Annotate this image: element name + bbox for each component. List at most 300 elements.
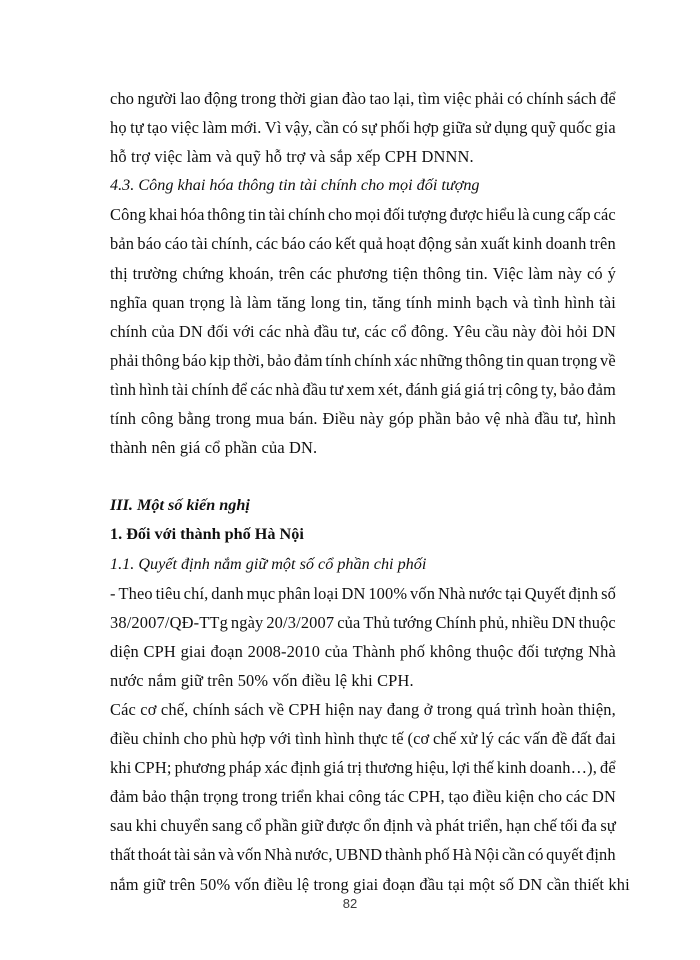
word: hình: [324, 729, 355, 749]
word: tài: [191, 234, 209, 254]
word: DN: [591, 321, 616, 341]
word: nước: [468, 583, 503, 603]
text-line: [110, 579, 616, 608]
word: của: [324, 641, 348, 661]
text-line: [110, 782, 616, 811]
word: tin: [248, 205, 266, 225]
word: quả: [358, 234, 384, 254]
word: đào: [341, 89, 367, 108]
word: Nhà: [264, 845, 293, 865]
word: triển,: [467, 816, 503, 836]
word: Việc: [492, 263, 524, 283]
word: thuộc: [476, 641, 514, 661]
word: khai: [315, 787, 345, 807]
text-line: [110, 84, 616, 113]
word: kinh: [512, 234, 543, 254]
word: trọng: [202, 787, 239, 807]
word: khi: [110, 758, 132, 778]
text-line: [110, 840, 616, 869]
text-line: [110, 317, 616, 346]
section-heading: 1.1. Quyết định nắm giữ một số cổ phần chi phối: [110, 554, 427, 573]
word: tính: [325, 350, 352, 370]
word: Vì: [264, 118, 282, 138]
word: cần: [501, 845, 526, 865]
word: thuộc: [578, 612, 616, 632]
word: định: [585, 845, 616, 865]
word: Nhà: [437, 583, 466, 603]
word: thông: [465, 350, 504, 370]
word: tối: [560, 816, 578, 836]
word: đề: [551, 729, 568, 749]
word: bạch: [476, 292, 508, 312]
word: tìm: [417, 89, 441, 108]
word: phân: [278, 583, 311, 603]
word: xem: [346, 379, 375, 399]
word: trong: [240, 89, 277, 108]
word: họ: [110, 118, 127, 138]
word: tại: [505, 583, 522, 603]
word: tài: [268, 205, 286, 225]
word: báo: [281, 234, 306, 254]
word: hiểu: [486, 205, 515, 225]
word: chính: [192, 699, 230, 719]
word: đoạn: [210, 641, 243, 661]
word: được: [326, 816, 361, 836]
word: hỏi: [566, 321, 588, 341]
word: tao: [369, 89, 390, 108]
word: trong: [436, 699, 473, 719]
word: phải: [110, 350, 139, 370]
section-heading: III. Một số kiến nghị: [110, 496, 250, 515]
word: việc: [171, 118, 200, 138]
word: xuất: [480, 234, 510, 254]
word: tác: [384, 787, 405, 807]
word: thành: [384, 845, 423, 865]
word: Theo: [118, 583, 153, 603]
word: trên: [589, 234, 616, 254]
paragraph: [110, 695, 630, 899]
word: trong: [242, 787, 278, 807]
word: mua: [255, 409, 285, 429]
word: giá: [323, 758, 345, 778]
word: làm: [246, 292, 272, 312]
word: tạo: [147, 118, 168, 138]
word: doanh: [545, 234, 587, 254]
word: đảm: [587, 379, 616, 399]
word: phố: [424, 845, 450, 865]
word: xét,: [377, 379, 403, 399]
word: quá: [476, 699, 501, 719]
word: này: [512, 321, 537, 341]
word: cơ: [140, 699, 157, 719]
word: triển: [281, 787, 313, 807]
word: kết: [335, 234, 356, 254]
word: Thủ: [363, 612, 391, 632]
word: hoàn: [541, 699, 574, 719]
paragraph: [110, 579, 616, 695]
word: cấp: [567, 205, 591, 225]
word: tình: [295, 729, 322, 749]
word: đối: [518, 641, 540, 661]
word: chính: [110, 321, 148, 341]
word: thông: [141, 350, 180, 370]
word: quyết: [546, 845, 584, 865]
text-line: [110, 259, 616, 288]
word: điều: [472, 787, 502, 807]
word: các: [258, 321, 282, 341]
word: thị: [110, 263, 128, 283]
word: tính: [110, 409, 137, 429]
word: trị: [347, 758, 363, 778]
word: và: [416, 816, 433, 836]
word: thời,: [233, 350, 265, 370]
word: tình: [533, 292, 560, 312]
word: phù: [211, 729, 237, 749]
word: hoạt: [386, 234, 416, 254]
word: đối: [383, 205, 405, 225]
word: góp: [388, 409, 414, 429]
word: thương: [365, 758, 413, 778]
word: 2008-2010: [247, 641, 321, 661]
text-line: [110, 753, 616, 782]
word: thông: [422, 263, 462, 283]
word: làm: [202, 118, 228, 138]
word: này: [359, 409, 384, 429]
word: trình: [505, 699, 537, 719]
word: số: [601, 583, 616, 603]
word: DN: [178, 321, 203, 341]
text-line: [110, 608, 616, 637]
word: đang: [386, 699, 420, 719]
word: xác: [264, 758, 288, 778]
word: tư: [329, 379, 344, 399]
word: Quyết: [524, 583, 566, 603]
section-heading: 1. Đối với thành phố Hà Nội: [110, 525, 304, 544]
word: động: [204, 89, 238, 108]
word: vậy,: [284, 118, 313, 138]
word: khi: [135, 816, 158, 836]
word: trọng: [561, 350, 598, 370]
word: trường: [132, 263, 178, 283]
word: hợp: [413, 118, 440, 138]
word: định: [568, 583, 599, 603]
word: sang: [212, 816, 243, 836]
word: nghĩa: [110, 292, 148, 312]
word: bằng: [178, 409, 211, 429]
word: tăng: [372, 292, 402, 312]
word: vệ: [484, 409, 501, 429]
text-line: nắm giữ trên 50% vốn điều lệ trong giai đoạn đầu tại một số DN cần thiết khi: [110, 874, 630, 894]
word: để: [600, 89, 616, 108]
word: chí,: [183, 583, 209, 603]
word: gian: [309, 89, 339, 108]
text-line: hỗ trợ việc làm và quỹ hỗ trợ và sắp xếp CPH DNNN.: [110, 147, 474, 167]
word: đông.: [410, 321, 449, 341]
word: giá: [464, 379, 485, 399]
word: bảo: [267, 350, 292, 370]
word: ổn: [363, 816, 381, 836]
word: tượng: [544, 641, 584, 661]
word: với: [269, 729, 292, 749]
word: tạo: [448, 787, 470, 807]
word: sự: [600, 816, 616, 836]
word: bảo: [455, 409, 481, 429]
word: tình: [110, 379, 137, 399]
word: lý: [481, 729, 495, 749]
word: định: [290, 758, 321, 778]
word: có: [507, 89, 523, 108]
word: cho: [183, 729, 208, 749]
word: và: [512, 292, 529, 312]
word: Nhà: [588, 641, 616, 661]
word: giữa: [442, 118, 472, 138]
word: quỹ: [531, 118, 557, 138]
word: quan: [152, 292, 185, 312]
word: bán.: [289, 409, 318, 429]
word: long: [310, 292, 341, 312]
paragraph-spacer: [110, 462, 616, 491]
word: ngày: [230, 612, 264, 632]
word: kịp: [209, 350, 231, 370]
word: ở: [423, 699, 433, 719]
word: đảm: [110, 787, 139, 807]
word: xác: [394, 350, 418, 370]
word: Nội: [474, 845, 500, 865]
word: CPH,: [408, 787, 445, 807]
page-text-column: [110, 84, 630, 899]
word: tiêu: [155, 583, 181, 603]
word: giữ: [300, 816, 324, 836]
text-line: [110, 695, 616, 724]
word: các: [250, 379, 273, 399]
word: thất: [110, 845, 136, 865]
paragraph: [110, 200, 616, 462]
word: chế,: [160, 699, 189, 719]
word: để: [600, 758, 616, 778]
word: phương: [174, 758, 226, 778]
paragraph: [110, 84, 616, 171]
word: Chính: [435, 612, 477, 632]
word: phần: [265, 816, 298, 836]
word: đảm: [293, 350, 323, 370]
word: tượng: [407, 205, 447, 225]
word: có: [586, 263, 603, 283]
word: nhà: [505, 409, 530, 429]
text-line: [110, 724, 616, 753]
word: cáo: [164, 234, 188, 254]
word: vốn: [236, 845, 262, 865]
word: cổ: [390, 321, 407, 341]
word: mục: [246, 583, 276, 603]
word: nhiều: [511, 612, 549, 632]
word: đầu: [313, 321, 338, 341]
word: thời: [279, 89, 307, 108]
word: thiện,: [578, 699, 616, 719]
word: DN: [341, 583, 366, 603]
word: phải: [474, 89, 504, 108]
word: các: [497, 729, 521, 749]
word: công: [348, 787, 382, 807]
word: pháp: [228, 758, 262, 778]
word: có: [527, 845, 544, 865]
word: tư,: [342, 321, 361, 341]
word: tướng: [393, 612, 433, 632]
word: cáo: [308, 234, 333, 254]
word: được: [449, 205, 484, 225]
word: bản: [110, 234, 135, 254]
word: kiện: [505, 787, 535, 807]
word: tin,: [345, 292, 368, 312]
word: chế: [433, 729, 457, 749]
word: động: [418, 234, 452, 254]
word: sau: [110, 816, 133, 836]
word: cho: [538, 787, 563, 807]
word: trị: [487, 379, 503, 399]
word: này: [557, 263, 583, 283]
word: Điều: [322, 409, 355, 429]
word: dụng: [494, 118, 528, 138]
word: vấn: [523, 729, 549, 749]
word: Thành: [352, 641, 396, 661]
word: cho: [110, 89, 135, 108]
word: chính: [354, 350, 392, 370]
word: cổ: [246, 816, 262, 836]
word: hình: [139, 379, 169, 399]
word: 20/3/2007: [266, 612, 335, 632]
word: hiệu,: [415, 758, 450, 778]
word: đầu: [534, 409, 559, 429]
word: chính: [191, 379, 229, 399]
word: lợi: [452, 758, 471, 778]
word: nhà: [285, 321, 310, 341]
text-line: [110, 288, 616, 317]
word: mọi: [354, 205, 381, 225]
word: ty,: [541, 379, 558, 399]
word: các: [593, 205, 616, 225]
word: cho: [328, 205, 353, 225]
word: lại,: [393, 89, 415, 108]
word: không: [429, 641, 472, 661]
text-line: [110, 200, 616, 229]
word: sử: [475, 118, 491, 138]
text-line: [110, 811, 616, 840]
word: đất: [571, 729, 592, 749]
word: để: [231, 379, 248, 399]
text-line: [110, 404, 616, 433]
word: về: [268, 699, 285, 719]
word: phối: [380, 118, 411, 138]
word: ý: [607, 263, 616, 283]
word: tài: [599, 292, 616, 312]
word: chứng: [182, 263, 224, 283]
word: công: [505, 379, 539, 399]
word: Hà: [452, 845, 472, 865]
word: tăng: [276, 292, 306, 312]
word: nước,: [294, 845, 333, 865]
word: thế: [473, 758, 494, 778]
text-line: nước nắm giữ trên 50% vốn điều lệ khi CPH.: [110, 670, 414, 690]
word: của: [337, 612, 361, 632]
word: phố: [399, 641, 426, 661]
word: gia: [595, 118, 616, 138]
word: kinh: [496, 758, 527, 778]
word: UBND: [335, 845, 383, 865]
text-line: [110, 637, 616, 666]
word: cầu: [484, 321, 509, 341]
text-line: [110, 346, 616, 375]
word: trong: [215, 409, 251, 429]
word: diện: [110, 641, 139, 661]
word: chính,: [211, 234, 253, 254]
word: phần: [418, 409, 452, 429]
word: doanh…),: [529, 758, 598, 778]
word: hiện: [325, 699, 355, 719]
word: thận: [170, 787, 200, 807]
word: khoán,: [228, 263, 274, 283]
word: khai: [148, 205, 178, 225]
word: tin.: [465, 263, 488, 283]
word: đai: [595, 729, 616, 749]
word: vốn: [410, 583, 436, 603]
word: đầu: [302, 379, 327, 399]
word: thoát: [137, 845, 172, 865]
page-number: 82: [342, 896, 358, 911]
word: tự: [130, 118, 144, 138]
word: tài: [173, 845, 191, 865]
word: phương: [336, 263, 389, 283]
word: tư,: [563, 409, 582, 429]
word: xử: [459, 729, 478, 749]
text-line: [110, 113, 616, 142]
word: loại: [313, 583, 339, 603]
word: mới.: [230, 118, 262, 138]
word: báo: [137, 234, 162, 254]
word: làm: [528, 263, 554, 283]
text-line: [110, 229, 616, 258]
word: người: [137, 89, 177, 108]
word: CPH: [288, 699, 321, 719]
word: các: [255, 234, 279, 254]
word: với: [232, 321, 255, 341]
word: sự: [361, 118, 377, 138]
word: 100%: [368, 583, 408, 603]
word: đòi: [540, 321, 563, 341]
word: chính: [526, 89, 564, 108]
word: tính: [405, 292, 433, 312]
word: những: [420, 350, 463, 370]
word: về: [600, 350, 616, 370]
word: thông: [207, 205, 246, 225]
word: lao: [180, 89, 201, 108]
word: việc: [443, 89, 472, 108]
word: DN: [551, 612, 576, 632]
word: chuyển: [160, 816, 209, 836]
word: đánh: [405, 379, 438, 399]
word: quan: [526, 350, 560, 370]
word: nhà: [275, 379, 300, 399]
word: bảo: [560, 379, 585, 399]
word: sản: [193, 845, 216, 865]
section-heading: 4.3. Công khai hóa thông tin tài chính cho mọi đối tượng: [110, 176, 480, 195]
word: minh: [437, 292, 472, 312]
word: và: [218, 845, 235, 865]
word: quốc: [559, 118, 592, 138]
word: tin: [506, 350, 524, 370]
word: cung: [532, 205, 565, 225]
word: là: [517, 205, 530, 225]
word: của: [151, 321, 175, 341]
word: sách: [566, 89, 597, 108]
